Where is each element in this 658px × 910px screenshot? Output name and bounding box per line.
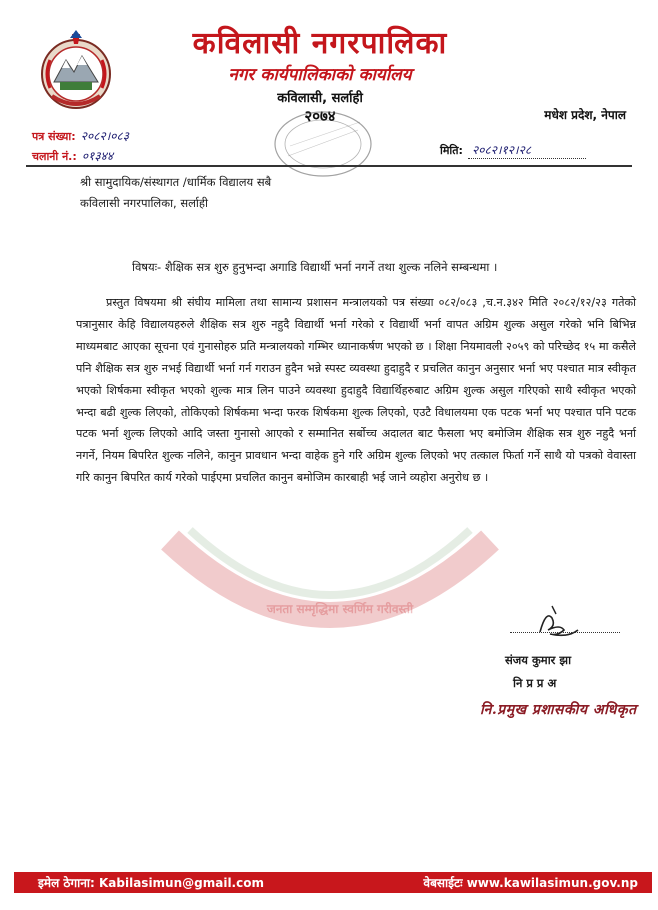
designation-stamp: नि.प्रमुख प्रशासकीय अधिकृत (480, 702, 637, 718)
dispatch-number-label: चलानी नं.: (32, 150, 77, 163)
signatory-title: नि प्र प्र अ (513, 676, 557, 690)
date-value: २०८२।१२।२८ (468, 141, 586, 159)
letter-body: प्रस्तुत विषयमा श्री संघीय मामिला तथा सामान्य प्रशासन मन्त्रालयको पत्र संख्या ०८२/०८३ ,च.न.३४२ मिति २०८२/१२/२३ गतेको पत्रानुसार केहि विद्यालयहरुले शैक्षिक सत्र शुरु नहुदै विद्यार्थी भर्ना गरेको र विद्यार्थी भर्ना वापत अग्रिम शुल्क असुल गरेको भनि बिभिन्न माध्यमबाट आएका सूचना एवं गुनासोहरु प्रति मन्त्रालयको गम्भिर ध्यानाकर्षण भएको छ । शिक्षा नियमावली २०५९ को परिच्छेद १५ मा कसैले पनि शैक्षिक सत्र शुरु नभई विद्यार्थी भर्ना गर्न गराउन हुदैन भन्ने स्पस्ट व्यवस्था हुदाहुदै र प्रचलित कानुन अनुसार भर्ना भए पश्चात मात्र स्वीकृत भएको शिर्षकमा स्वीकृत भएको शुल्क मात्र लिन पाउने व्यवस्था हुदाहुदै विद्यार्थिहरुबाट अग्रिम शुल्क असुल गरिएको साथै स्वीकृत भएको भन्दा बढी शुल्क लिएको, तोकिएको शिर्षकमा भन्दा फरक शिर्षकमा शुल्क लिएको, एउटै विधालयमा एक पटक भर्ना भए पश्चात पनि पटक पटक भर्ना शुल्क लिएको आदि जस्ता गुनासो आएको र सम्मानित सर्बोच्च अदालत बाट फैसला भए बमोजिम शैक्षिक सत्र शुरु नहुदै भर्ना नगर्ने, नियम बिपरित शुल्क नलिने, कानुन प्रावधान भन्दा वाहेक हुने गरि अग्रिम शुल्क लिएको भए तत्काल फिर्ता गर्ने साथै यो पत्रको वेवास्ता गरि कानुन बिपरित कार्य गरेको पाईएमा प्रचलित कानुन बमोजिम कारबाही भई जाने व्यहोरा अनुरोध छ । (76, 296, 636, 485)
header-divider (26, 165, 632, 167)
recipient-block (80, 172, 271, 214)
established-year: २०७४ (304, 107, 336, 125)
date-label: मिति: (440, 144, 463, 157)
contact-footer (14, 872, 652, 893)
watermark-text: जनता सम्मृद्धिमा स्वर्णिम गरीवस्ती (266, 602, 414, 616)
letter-date (440, 139, 586, 159)
letter-number-label: पत्र संख्या: (32, 130, 76, 143)
dispatch-number (32, 145, 113, 164)
letter-subject: विषयः- शैक्षिक सत्र शुरु हुनुभन्दा अगाडि विद्यार्थी भर्ना नगर्ने तथा शुल्क नलिने सम्बन्धमा । (132, 260, 498, 274)
letter-number-value: २०८२।०८३ (80, 129, 129, 143)
office-stamp-icon (268, 100, 378, 180)
office-address: कविलासी, सर्लाही (277, 91, 363, 106)
watermark-emblem-icon (150, 520, 510, 670)
recipient-line-1: श्री सामुदायिक/संस्थागत /धार्मिक विद्यालय सबै (80, 175, 272, 189)
website-label: वेबसाईटः (423, 876, 463, 890)
signature-line (510, 632, 620, 633)
letter-number (32, 125, 129, 144)
footer-website (423, 874, 642, 891)
municipality-title: कविलासी नगरपालिका (192, 26, 448, 61)
recipient-line-2: कविलासी नगरपालिका, सर्लाही (80, 196, 208, 210)
dispatch-number-value: ०१३४४ (81, 149, 114, 163)
signatory-name: संजय कुमार झा (505, 653, 572, 667)
nepal-emblem-icon (38, 30, 114, 112)
signature-icon (500, 600, 630, 650)
email-label: इमेल ठेगाना: (38, 876, 95, 890)
email-link[interactable]: Kabilasimun@gmail.com (98, 876, 264, 890)
website-link[interactable]: www.kawilasimun.gov.np (466, 876, 638, 890)
footer-email (24, 874, 264, 891)
office-subtitle: नगर कार्यपालिकाको कार्यालय (228, 65, 412, 85)
province-label: मधेश प्रदेश, नेपाल (544, 108, 626, 122)
